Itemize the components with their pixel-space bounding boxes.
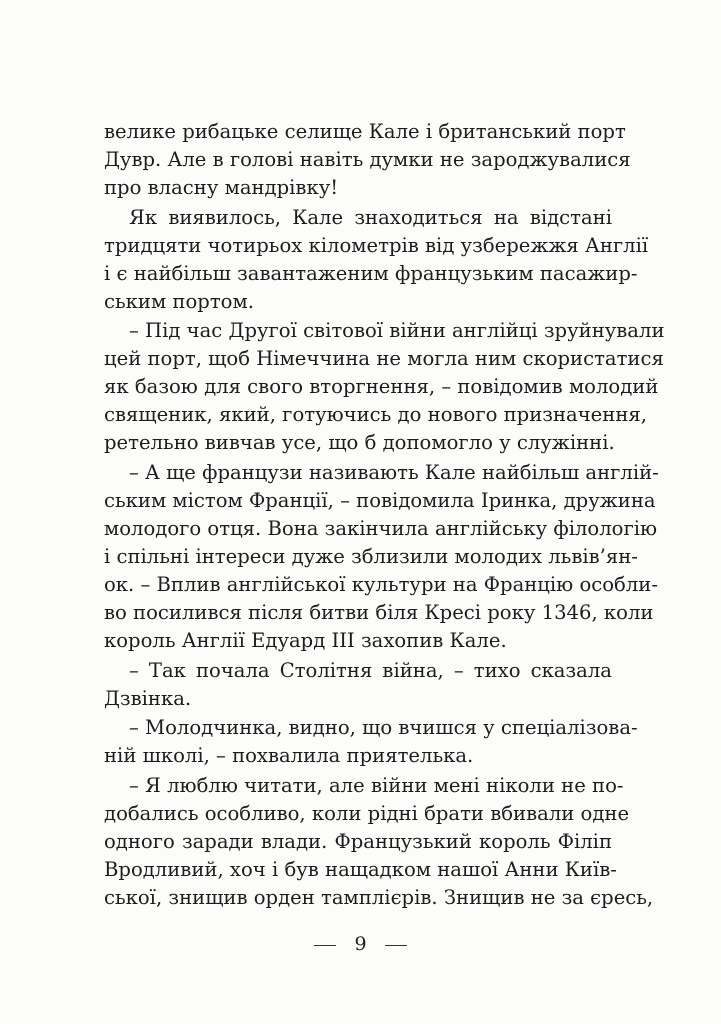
footer-dash-right [385,945,407,946]
text-line: – Молодчинка, видно, що вчишся у спеціалізова- [129,716,638,739]
text-line: ретельно вивчав усе, що б допомогло у служінні. [104,431,615,454]
text-line: ським містом Франції, – повідомила Іринка, дружина [104,489,656,512]
text-line: цей порт, щоб Німеччина не могла ним скористатися [104,347,664,370]
text-line: – Я люблю читати, але війни мені ніколи не по- [129,774,624,797]
text-line: ським портом. [104,290,254,313]
text-line: і є найбільш завантаженим французьким пасажир- [104,262,638,285]
text-line: Вродливий, хоч і був нащадком нашої Анни Київ- [104,858,617,881]
text-line: священик, який, готуючись до нового призначення, [104,403,647,426]
text-line: во посилився після битви біля Кресі року 1346, коли [104,601,654,624]
text-line: про власну мандрівку! [104,176,339,199]
text-line: і спільні інтереси дуже зблизили молодих львів’ян- [104,545,638,568]
text-line: тридцяти чотирьох кілометрів від узбережжя Англії [104,234,649,257]
text-line: – А ще французи називають Кале найбільш англій- [129,461,659,484]
text-line: молодого отця. Вона закінчила англійську філологію [104,517,658,540]
text-line: – Під час Другої світової війни англійці зруйнували [129,319,665,342]
text-line: велике рибацьке селище Кале і британський порт [104,120,626,143]
text-line: одного заради влади. Французький король Філіп [104,830,612,853]
text-line: ської, знищив орден тамплієрів. Знищив не за єресь, [104,886,654,909]
text-line: Дувр. Але в голові навіть думки не зароджувалися [104,148,631,171]
footer-dash-left [314,945,336,946]
text-line: Як виявилось, Кале знаходиться на відстані [129,206,612,229]
text-line: добались особливо, коли рідні брати вбивали одне [104,802,630,825]
page-footer [0,930,721,958]
text-line: ній школі, – похвалила приятелька. [104,744,474,767]
text-line: як базою для свого вторгнення, – повідомив молодий [104,375,659,398]
text-line: король Англії Едуард ІІІ захопив Кале. [104,629,507,652]
text-line: Дзвінка. [104,687,192,710]
text-line: – Так почала Столітня війна, – тихо сказала [129,659,612,682]
text-line: ок. – Вплив англійської культури на Францію особли- [104,573,658,596]
page-number: 9 [354,933,367,955]
